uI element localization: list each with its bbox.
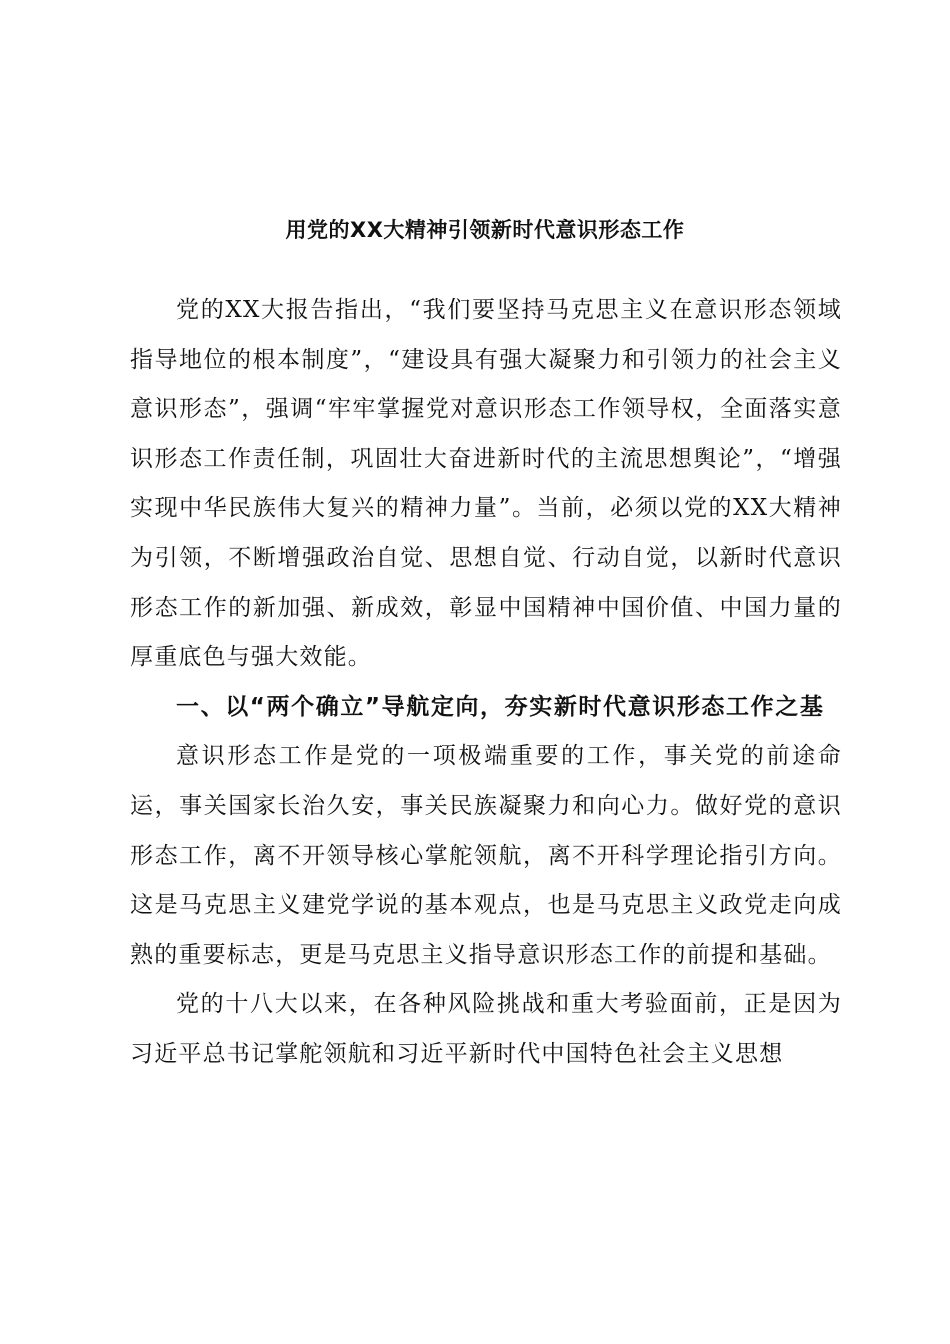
document-title: 用党的XX大精神引领新时代意识形态工作 bbox=[285, 218, 685, 242]
document-body bbox=[130, 286, 842, 1080]
section-paragraph: 党的十八大以来，在各种风险挑战和重大考验面前，正是因为习近平总书记掌舵领航和习近平新时代中国特色社会主义思想 bbox=[130, 991, 842, 1067]
section-paragraph: 意识形态工作是党的一项极端重要的工作，事关党的前途命运，事关国家长治久安，事关民族凝聚力和向心力。做好党的意识形态工作，离不开领导核心掌舵领航，离不开科学理论指引方向。这是马克思主义建党学说的基本观点，也是马克思主义政党走向成熟的重要标志，更是马克思主义指导意识形态工作的前提和基础。 bbox=[130, 743, 842, 968]
intro-paragraph: 党的XX大报告指出，“我们要坚持马克思主义在意识形态领域指导地位的根本制度”，“建设具有强大凝聚力和引领力的社会主义意识形态”，强调“牢牢掌握党对意识形态工作领导权，全面落实意识形态工作责任制，巩固壮大奋进新时代的主流思想舆论”，“增强实现中华民族伟大复兴的精神力量”。当前，必须以党的XX大精神为引领，不断增强政治自觉、思想自觉、行动自觉，以新时代意识形态工作的新加强、新成效，彰显中国精神中国价值、中国力量的厚重底色与强大效能。 bbox=[130, 297, 842, 671]
section-heading: 一、以“两个确立”导航定向，夯实新时代意识形态工作之基 bbox=[176, 693, 825, 720]
